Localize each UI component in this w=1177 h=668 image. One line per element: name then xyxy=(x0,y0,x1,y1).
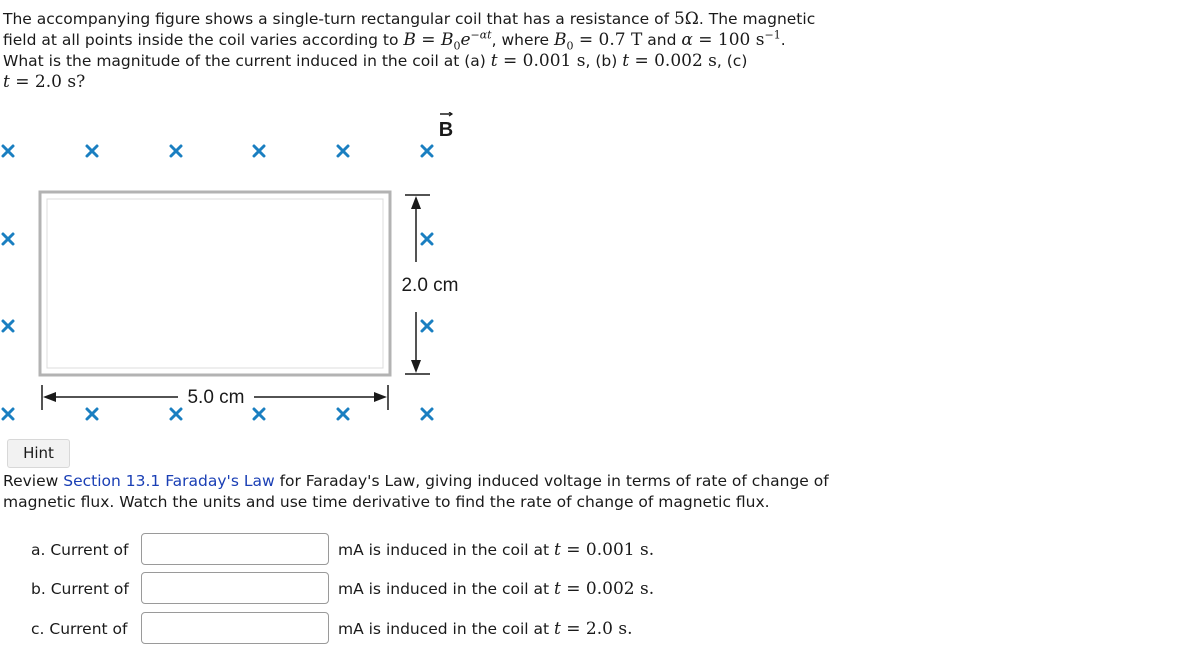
formula-value: = 0.001 s. xyxy=(560,540,655,560)
answer-row-a xyxy=(0,533,800,569)
problem-text: field at all points inside the coil varies according to xyxy=(3,31,404,49)
formula-value: = 0.7 T xyxy=(573,30,643,50)
current-input-c[interactable] xyxy=(141,612,329,644)
formula-exponent: −αt xyxy=(470,28,492,42)
arrow-down-icon xyxy=(411,360,421,373)
hint-text-part: for Faraday's Law, giving induced voltage in terms of rate of change of xyxy=(274,472,829,490)
formula-value: = 0.002 s xyxy=(629,51,717,71)
problem-text: The accompanying figure shows a single-turn rectangular coil that has a resistance of xyxy=(3,10,674,28)
formula-symbol: t xyxy=(554,579,561,599)
field-into-page-icon xyxy=(171,409,181,419)
problem-statement xyxy=(3,9,883,93)
hint-button[interactable]: Hint xyxy=(7,439,70,468)
problem-line-3 xyxy=(3,51,883,72)
answer-label: b. Current of xyxy=(31,580,129,598)
problem-text: ? xyxy=(76,72,86,92)
b0-value xyxy=(554,30,643,53)
problem-text: , (c) xyxy=(716,52,748,70)
field-into-page-icon xyxy=(171,146,181,156)
field-into-page-icon xyxy=(254,146,264,156)
section-link[interactable]: Section 13.1 Faraday's Law xyxy=(63,472,275,490)
problem-text: , where xyxy=(491,31,554,49)
formula-value: = 0.001 s xyxy=(497,51,586,71)
hint-text-part: Review xyxy=(3,472,64,490)
field-into-page-icon xyxy=(254,409,264,419)
hint-text xyxy=(3,471,883,513)
formula-exponent: −1 xyxy=(764,28,781,42)
problem-line-1 xyxy=(3,9,883,30)
coil-figure xyxy=(0,112,480,432)
current-input-b[interactable] xyxy=(141,572,329,604)
suffix-text: mA is induced in the coil at xyxy=(338,620,555,638)
formula-value: = 2.0 s xyxy=(9,72,77,92)
current-input-a[interactable] xyxy=(141,533,329,565)
answer-label: a. Current of xyxy=(31,541,129,559)
field-into-page-icon xyxy=(422,321,432,331)
formula-symbol: t xyxy=(622,51,630,71)
formula-subscript: 0 xyxy=(453,39,461,53)
problem-text: What is the magnitude of the current induced in the coil at (a) xyxy=(3,52,491,70)
answer-row-c xyxy=(0,612,800,648)
time-b xyxy=(622,51,717,71)
formula-symbol: t xyxy=(3,72,10,92)
alpha-value xyxy=(681,30,780,50)
formula-value: = 0.002 s. xyxy=(560,579,655,599)
problem-text: , (b) xyxy=(585,52,623,70)
formula-subscript: 0 xyxy=(566,39,574,53)
field-into-page-icon xyxy=(3,146,13,156)
answer-suffix xyxy=(338,619,633,639)
coil-rectangle xyxy=(40,192,390,375)
field-into-page-icon xyxy=(87,146,97,156)
suffix-text: mA is induced in the coil at xyxy=(338,580,555,598)
time-a xyxy=(491,51,586,71)
answer-suffix xyxy=(338,540,654,560)
problem-line-2 xyxy=(3,30,883,51)
field-into-page-icon xyxy=(3,321,13,331)
magnetic-field-label: B xyxy=(438,119,454,141)
field-vector-arrow-icon xyxy=(440,112,452,116)
formula-symbol: B xyxy=(440,30,454,50)
field-into-page-icon xyxy=(338,409,348,419)
formula-symbol: t xyxy=(554,619,561,639)
height-label: 2.0 cm xyxy=(401,275,459,296)
field-into-page-icon xyxy=(3,409,13,419)
arrow-up-icon xyxy=(411,196,421,209)
formula-symbol: = xyxy=(415,30,441,50)
field-into-page-icon xyxy=(338,146,348,156)
resistance-value: 5Ω xyxy=(673,9,699,29)
formula-symbol: e xyxy=(460,30,471,50)
field-into-page-icon xyxy=(3,234,13,244)
formula-symbol: α xyxy=(681,30,693,50)
formula-value: = 100 s xyxy=(692,30,765,50)
answer-row-b xyxy=(0,572,800,608)
arrow-right-icon xyxy=(374,392,387,402)
problem-text: . The magnetic xyxy=(698,10,816,28)
field-into-page-icon xyxy=(422,409,432,419)
problem-text: . xyxy=(780,31,786,49)
field-into-page-icon xyxy=(87,409,97,419)
arrow-left-icon xyxy=(43,392,56,402)
formula-symbol: B xyxy=(403,30,416,50)
answer-suffix xyxy=(338,579,654,599)
suffix-text: mA is induced in the coil at xyxy=(338,541,555,559)
hint-text-part: magnetic flux. Watch the units and use time derivative to find the rate of change of magnetic flux. xyxy=(3,493,770,511)
field-into-page-icon xyxy=(422,146,432,156)
formula-symbol: t xyxy=(490,51,498,71)
formula-symbol: B xyxy=(554,30,567,50)
time-c xyxy=(3,72,76,92)
formula-symbol: t xyxy=(554,540,561,560)
field-formula xyxy=(403,28,492,53)
answer-label: c. Current of xyxy=(31,620,128,638)
field-into-page-icon xyxy=(422,234,432,244)
formula-value: = 2.0 s. xyxy=(560,619,633,639)
problem-text: and xyxy=(642,31,682,49)
problem-line-4 xyxy=(3,72,883,93)
width-label: 5.0 cm xyxy=(187,387,245,408)
